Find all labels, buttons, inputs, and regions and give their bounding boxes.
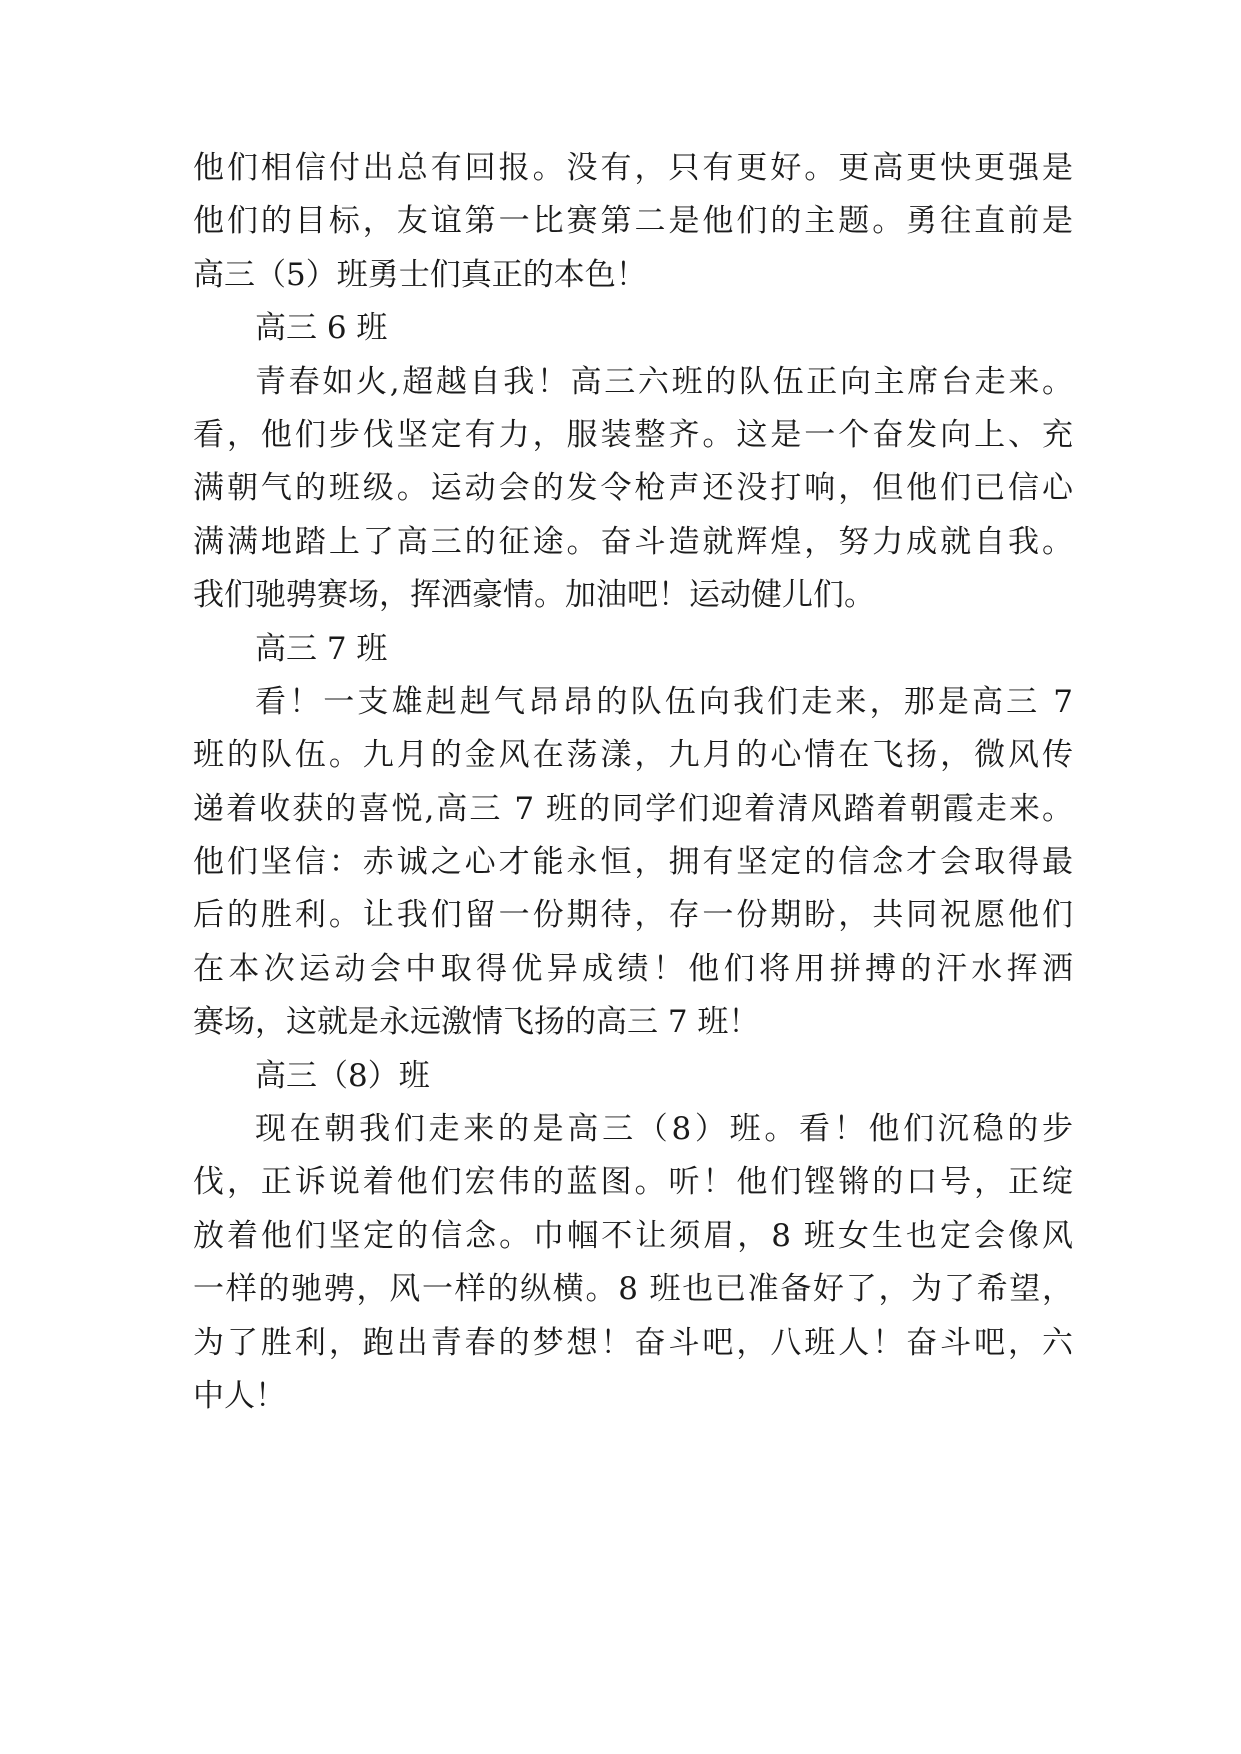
paragraph-line: 看，他们步伐坚定有力，服装整齐。这是一个奋发向上、充	[193, 416, 1073, 453]
paragraph-line: 看！一支雄赳赳气昂昂的队伍向我们走来，那是高三 7	[255, 683, 1073, 720]
paragraph-line: 他们的目标，友谊第一比赛第二是他们的主题。勇往直前是	[193, 203, 1073, 240]
paragraph-line: 为了胜利，跑出青春的梦想！奋斗吧，八班人！奋斗吧，六	[193, 1324, 1073, 1361]
paragraph-line: 现在朝我们走来的是高三（8）班。看！他们沉稳的步	[255, 1111, 1073, 1148]
section-heading-class-8: 高三（8）班	[255, 1057, 430, 1094]
paragraph-line: 高三（5）班勇士们真正的本色！	[193, 256, 647, 293]
paragraph-line: 满满地踏上了高三的征途。奋斗造就辉煌，努力成就自我。	[193, 523, 1073, 560]
section-heading-class-6: 高三 6 班	[255, 310, 388, 347]
paragraph-line: 伐，正诉说着他们宏伟的蓝图。听！他们铿锵的口号，正绽	[193, 1164, 1073, 1201]
paragraph-line: 在本次运动会中取得优异成绩！他们将用拼搏的汗水挥洒	[193, 950, 1073, 987]
paragraph-line: 递着收获的喜悦,高三 7 班的同学们迎着清风踏着朝霞走来。	[193, 790, 1073, 827]
section-heading-class-7: 高三 7 班	[255, 630, 388, 667]
document-page	[193, 142, 1073, 1423]
paragraph-line: 他们坚信：赤诚之心才能永恒，拥有坚定的信念才会取得最	[193, 844, 1073, 881]
paragraph-line: 满朝气的班级。运动会的发令枪声还没打响，但他们已信心	[193, 470, 1073, 507]
paragraph-line: 一样的驰骋，风一样的纵横。8 班也已准备好了，为了希望，	[193, 1271, 1073, 1308]
paragraph-line: 赛场，这就是永远激情飞扬的高三 7 班！	[193, 1004, 760, 1041]
paragraph-line: 放着他们坚定的信念。巾帼不让须眉，8 班女生也定会像风	[193, 1217, 1073, 1254]
paragraph-line: 我们驰骋赛场，挥洒豪情。加油吧！运动健儿们。	[193, 577, 875, 614]
paragraph-line: 中人！	[193, 1377, 286, 1414]
paragraph-line: 班的队伍。九月的金风在荡漾，九月的心情在飞扬，微风传	[193, 737, 1073, 774]
paragraph-line: 他们相信付出总有回报。没有，只有更好。更高更快更强是	[193, 150, 1073, 186]
paragraph-line: 青春如火,超越自我！高三六班的队伍正向主席台走来。	[255, 363, 1073, 400]
paragraph-line: 后的胜利。让我们留一份期待，存一份期盼，共同祝愿他们	[193, 897, 1073, 934]
